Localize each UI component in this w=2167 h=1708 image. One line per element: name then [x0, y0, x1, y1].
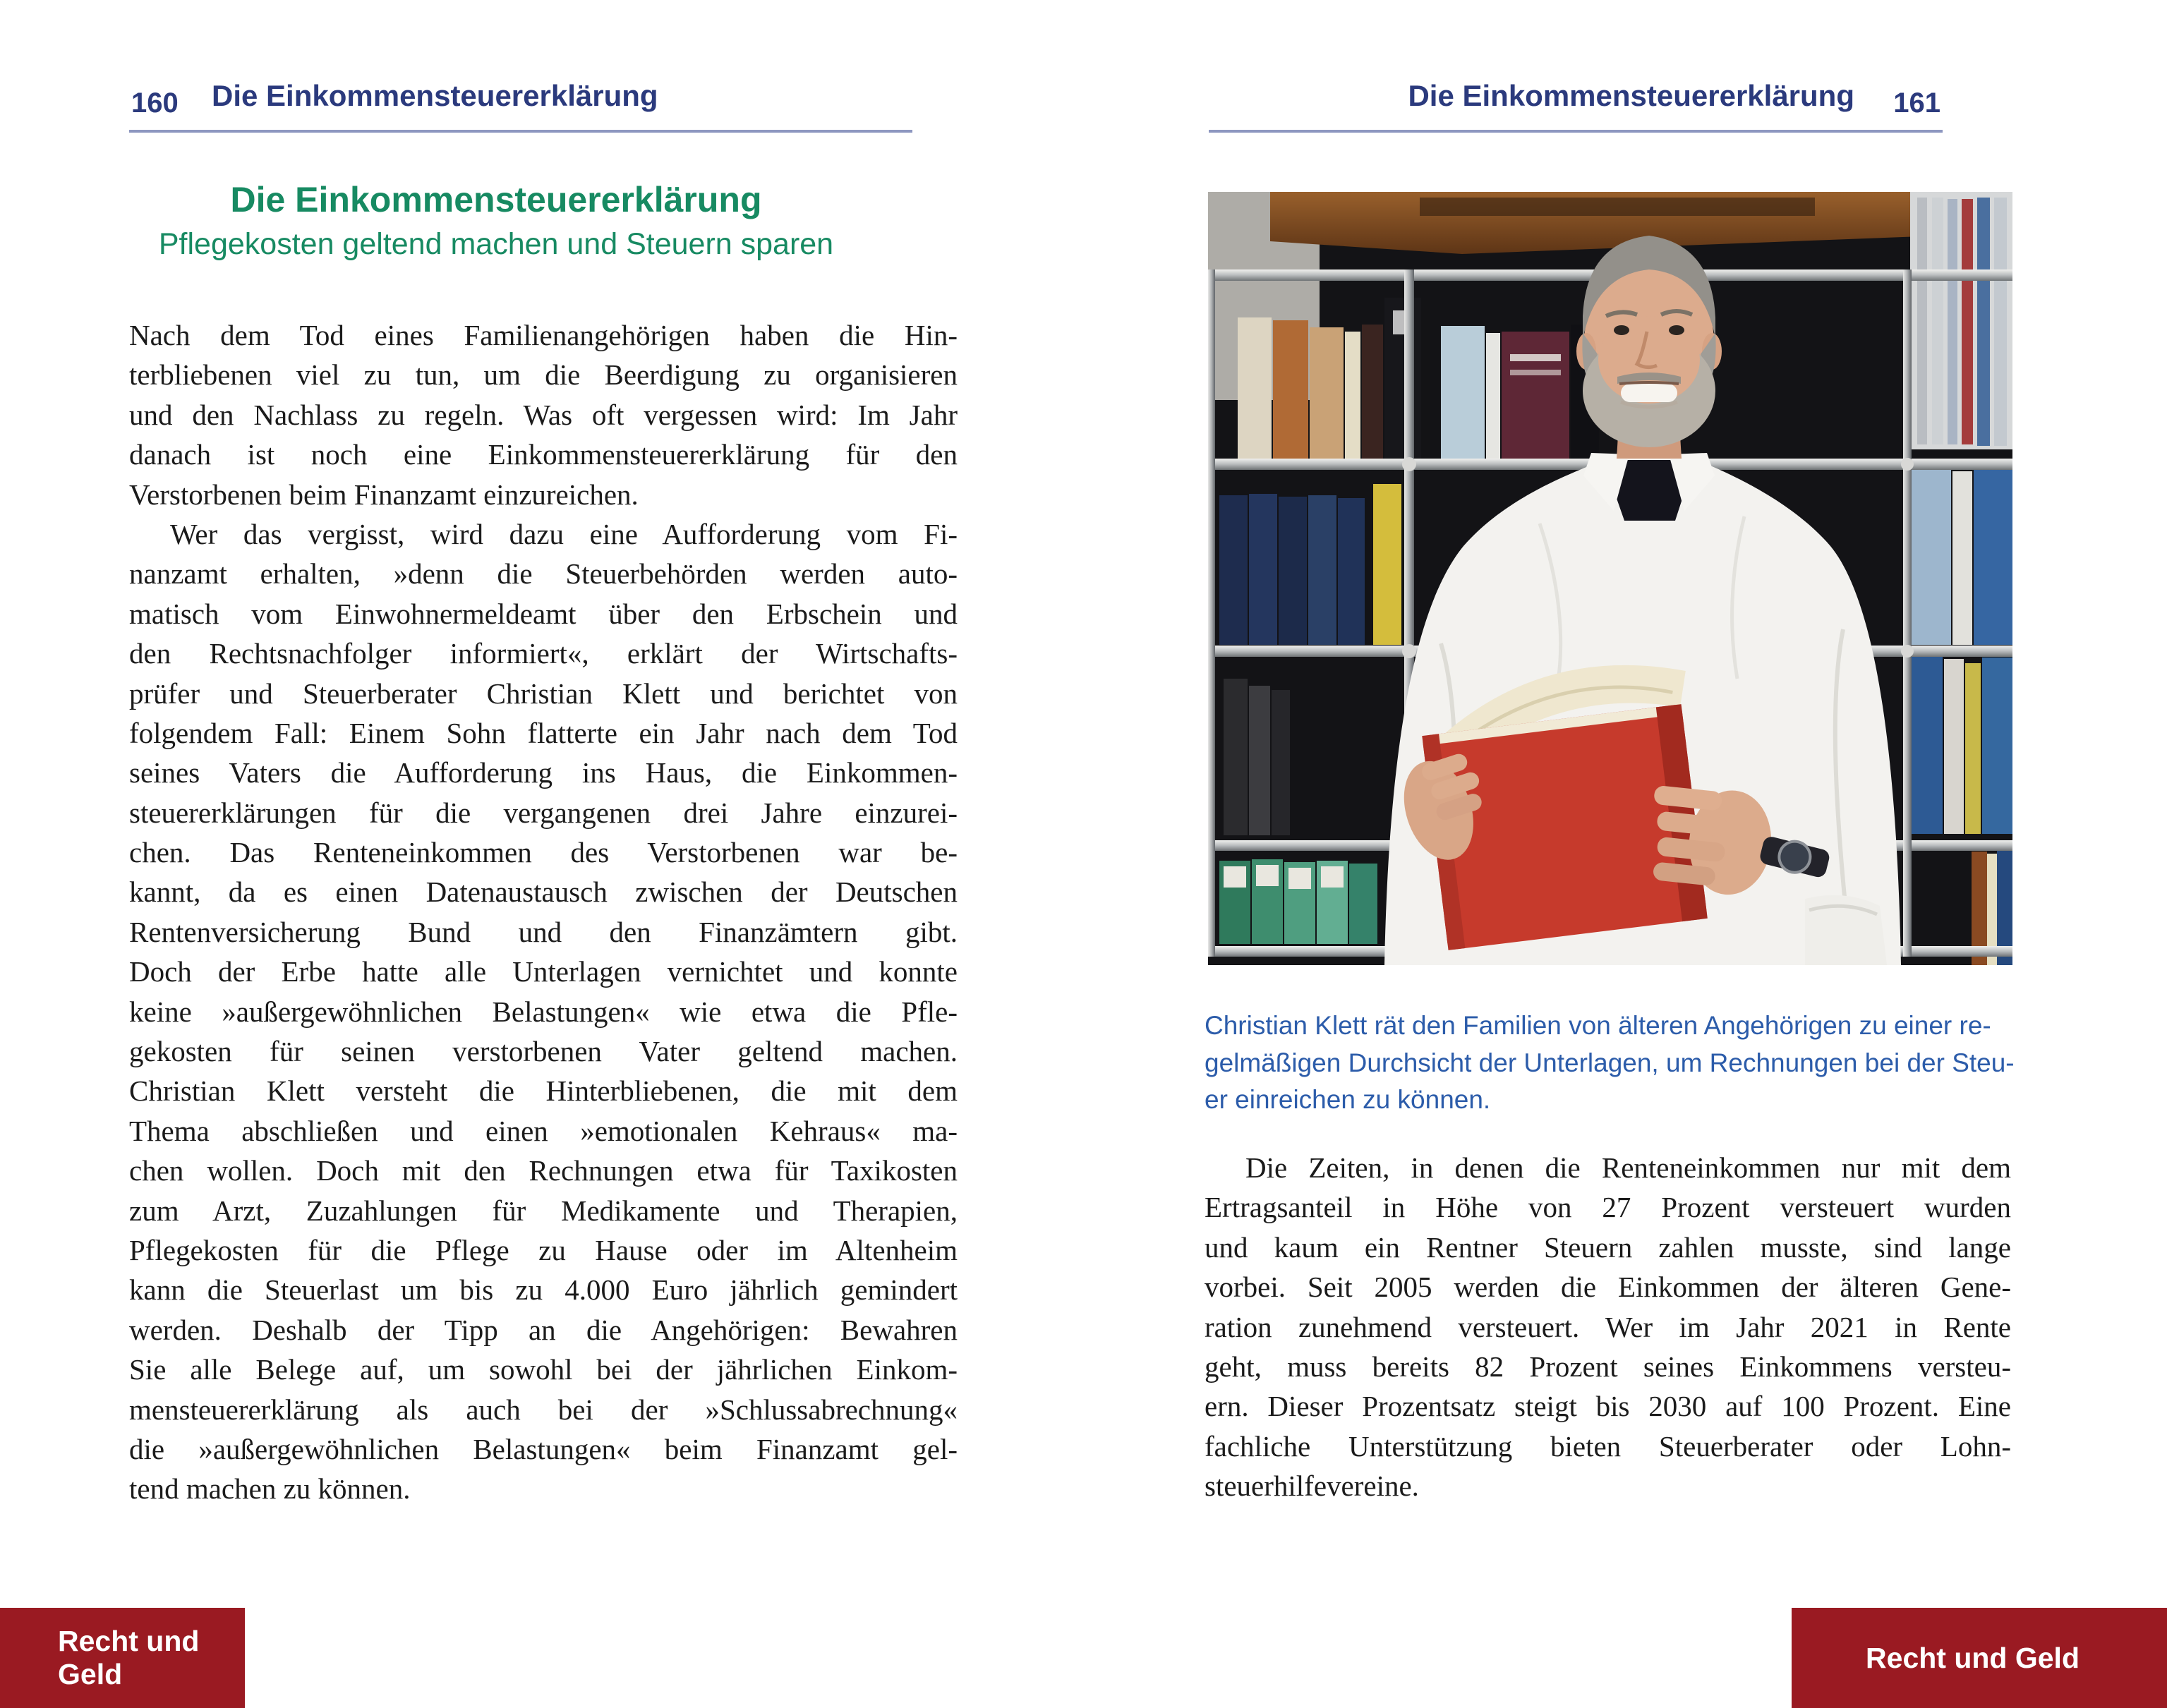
- text-line: matisch vom Einwohnermeldeamt über den Erbschein und: [129, 597, 958, 630]
- section-tab-left: [0, 1608, 245, 1708]
- text-line: folgendem Fall: Einem Sohn flatterte ein Jahr nach dem Tod: [129, 716, 958, 749]
- text-line: und kaum ein Rentner Steuern zahlen musste, sind lange: [1205, 1230, 2011, 1264]
- text-line: terbliebenen viel zu tun, um die Beerdigung zu organisieren: [129, 358, 958, 392]
- text-line: Rentenversicherung Bund und den Finanzämtern gibt.: [129, 915, 958, 948]
- text-line: Christian Klett rät den Familien von älteren Angehörigen zu einer re-: [1205, 1011, 1991, 1040]
- text-line: kann die Steuerlast um bis zu 4.000 Euro jährlich gemindert: [129, 1273, 958, 1307]
- text-line: Ertragsanteil in Höhe von 27 Prozent versteuert wurden: [1205, 1191, 2011, 1224]
- text-line: nanzamt erhalten, »denn die Steuerbehörden werden auto-: [129, 557, 958, 590]
- section-tab-label: Recht und Geld: [58, 1625, 200, 1690]
- text-line: Christian Klett versteht die Hinterbliebenen, die mit dem: [129, 1074, 958, 1108]
- text-line: keine »außergewöhnlichen Belastungen« wie etwa die Pfle-: [129, 995, 958, 1028]
- text-line: steuerhilfevereine.: [1205, 1470, 1419, 1503]
- chapter-heading: Die Einkommensteuererklärung: [230, 180, 762, 219]
- text-line: Doch der Erbe hatte alle Unterlagen vernichtet und konnte: [129, 955, 958, 988]
- text-line: die »außergewöhnlichen Belastungen« beim Finanzamt gel-: [129, 1432, 958, 1465]
- text-line: seines Vaters die Aufforderung ins Haus, die Einkommen-: [129, 756, 958, 789]
- text-line: steuererklärungen für die vergangenen drei Jahre einzurei-: [129, 796, 958, 829]
- text-line: zum Arzt, Zuzahlungen für Medikamente und Therapien,: [129, 1194, 958, 1227]
- text-line: er einreichen zu können.: [1205, 1085, 1491, 1114]
- page-number-right: 161: [1893, 87, 1940, 119]
- text-line: werden. Deshalb der Tipp an die Angehörigen: Bewahren: [129, 1313, 958, 1346]
- text-line: gekosten für seinen verstorbenen Vater geltend machen.: [129, 1035, 958, 1068]
- text-line: ration zunehmend versteuert. Wer im Jahr 2021 in Rente: [1205, 1310, 2011, 1343]
- header-rule-right: [1209, 130, 1943, 133]
- text-line: Verstorbenen beim Finanzamt einzureichen.: [129, 478, 639, 511]
- header-rule-left: [129, 130, 912, 133]
- figure-caption: [1205, 1007, 2087, 1119]
- text-line: vorbei. Seit 2005 werden die Einkommen der älteren Gene-: [1205, 1271, 2011, 1304]
- text-line: prüfer und Steuerberater Christian Klett und berichtet von: [129, 677, 958, 710]
- text-line: kannt, da es einen Datenaustausch zwischen der Deutschen: [129, 876, 958, 909]
- section-tab-label: Recht und Geld: [1866, 1641, 2080, 1674]
- text-line: den Rechtsnachfolger informiert«, erklärt der Wirtschafts-: [129, 637, 958, 670]
- text-line: gelmäßigen Durchsicht der Unterlagen, um Rechnungen bei der Steu-: [1205, 1048, 2015, 1077]
- text-line: und den Nachlass zu regeln. Was oft vergessen wird: Im Jahr: [129, 398, 958, 431]
- section-tab-right: [1792, 1608, 2167, 1708]
- text-line: Thema abschließen und einen »emotionalen Kehraus« ma-: [129, 1114, 958, 1147]
- text-line: chen wollen. Doch mit den Rechnungen etwa für Taxikosten: [129, 1154, 958, 1187]
- text-line: Sie alle Belege auf, um sowohl bei der jährlichen Einkom-: [129, 1353, 958, 1386]
- text-line: mensteuererklärung als auch bei der »Schlussabrechnung«: [129, 1393, 958, 1426]
- text-line: geht, muss bereits 82 Prozent seines Einkommens versteu-: [1205, 1350, 2011, 1383]
- text-line: Nach dem Tod eines Familienangehörigen haben die Hin-: [129, 319, 958, 351]
- text-line: danach ist noch eine Einkommensteuererklärung für den: [129, 438, 958, 471]
- text-line: Wer das vergisst, wird dazu eine Aufforderung vom Fi-: [170, 517, 958, 550]
- text-line: Die Zeiten, in denen die Renteneinkommen nur mit dem: [1245, 1151, 2011, 1184]
- page-number-left: 160: [131, 87, 179, 119]
- chapter-subheading: Pflegekosten geltend machen und Steuern sparen: [158, 227, 834, 261]
- body-text-left: [129, 315, 958, 1509]
- text-line: fachliche Unterstützung bieten Steuerberater oder Lohn-: [1205, 1429, 2011, 1462]
- body-text-right: [1205, 1148, 2011, 1506]
- running-head-right: Die Einkommensteuererklärung: [1408, 79, 1854, 112]
- photo-christian-klett: [1208, 192, 2012, 965]
- text-line: tend machen zu können.: [129, 1472, 411, 1506]
- text-line: chen. Das Renteneinkommen des Verstorbenen war be-: [129, 836, 958, 869]
- text-line: Pflegekosten für die Pflege zu Hause oder im Altenheim: [129, 1233, 958, 1266]
- running-head-left: Die Einkommensteuererklärung: [212, 79, 658, 112]
- text-line: ern. Dieser Prozentsatz steigt bis 2030 auf 100 Prozent. Eine: [1205, 1390, 2011, 1423]
